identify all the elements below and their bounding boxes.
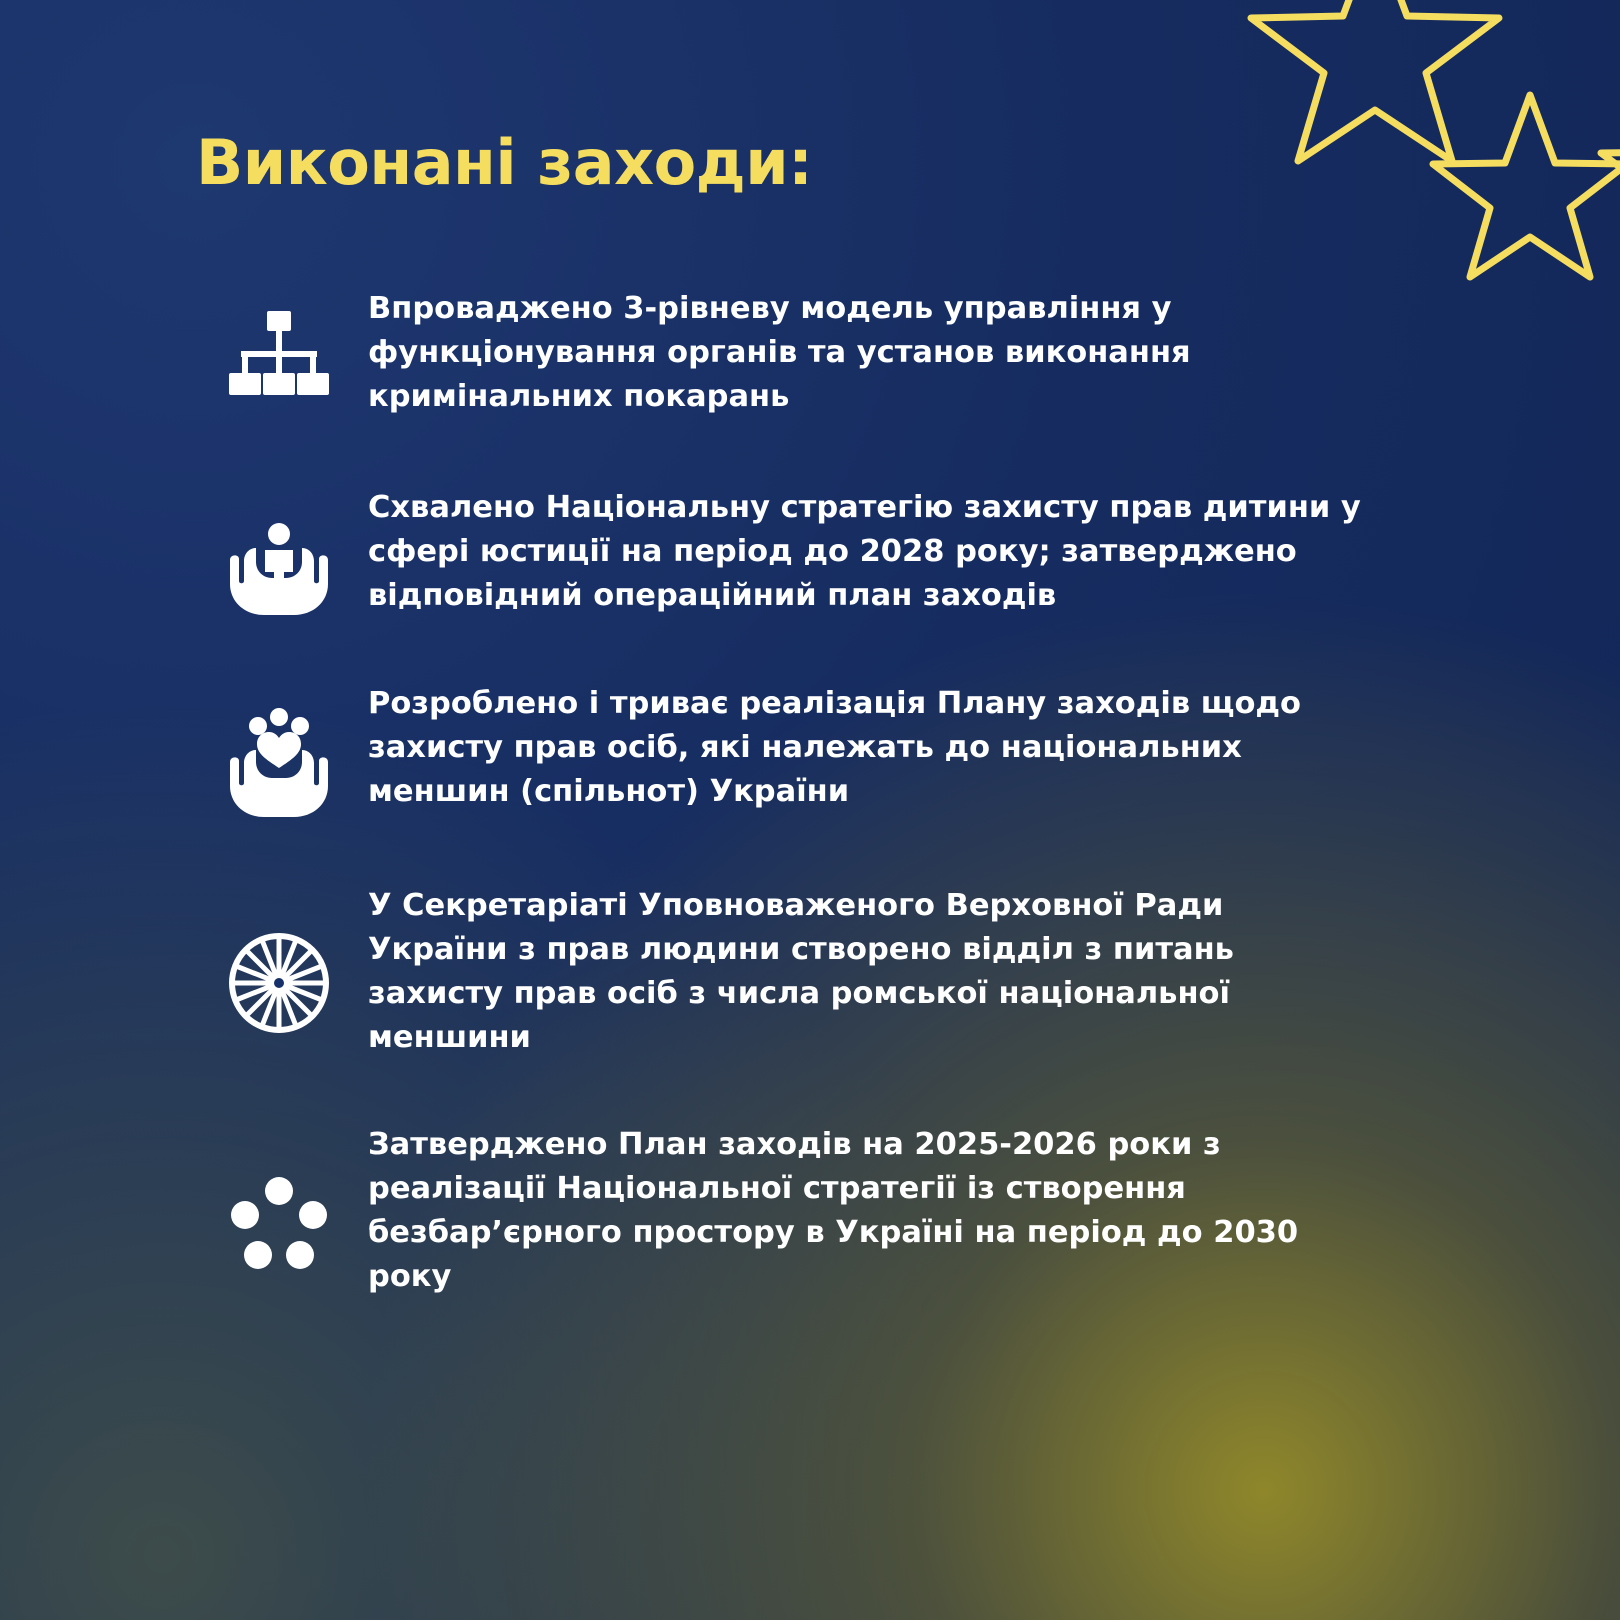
list-item xyxy=(190,678,1550,818)
roma-wheel-icon xyxy=(190,928,368,1038)
list-item-text: Затверджено План заходів на 2025-2026 роки з реалізації Національної стратегії із створення безбар’єрного простору в Україні на період до 2030 року xyxy=(368,1126,1299,1295)
list-item xyxy=(190,1119,1550,1300)
page-title: Виконані заходи: xyxy=(196,126,813,199)
list-item-text: Розроблено і триває реалізація Плану заходів щодо захисту прав осіб, які належать до національних меншин (спільнот) України xyxy=(368,685,1301,810)
list-item-text: Схвалено Національну стратегію захисту прав дитини у сфері юстиції на період до 2028 року; затверджено відповідний операційний план заходів xyxy=(368,489,1361,614)
child-in-hands-icon xyxy=(190,504,368,622)
accessibility-dots-icon xyxy=(190,1171,368,1283)
eu-stars-decoration xyxy=(960,0,1620,300)
list-item xyxy=(190,880,1550,1061)
list-item xyxy=(190,283,1550,420)
list-item xyxy=(190,482,1550,622)
org-chart-icon xyxy=(190,301,368,413)
list-item-text: Впроваджено 3-рівневу модель управління у функціонування органів та установ виконання кримінальних покарань xyxy=(368,291,1191,415)
measures-list xyxy=(190,283,1550,1349)
community-in-hands-icon xyxy=(190,700,368,818)
list-item-text: У Секретаріаті Уповноваженого Верховної Ради України з прав людини створено відділ з питань захисту прав осіб з числа ромської національної меншини xyxy=(368,887,1234,1056)
